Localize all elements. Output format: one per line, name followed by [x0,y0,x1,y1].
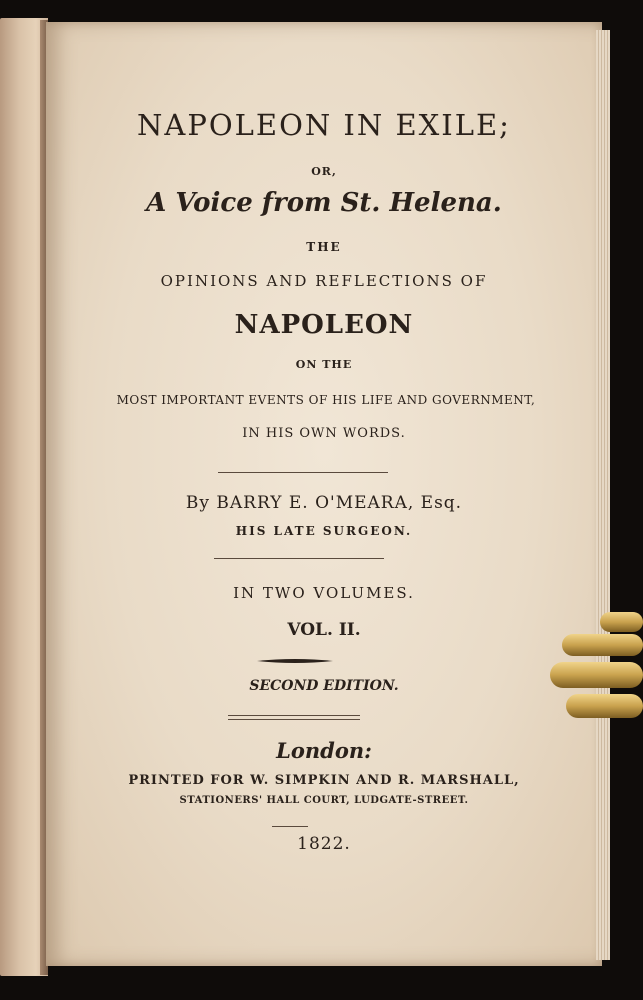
divider-rule [218,472,388,473]
divider-rule [214,558,384,559]
address-text: STATIONERS' HALL COURT, LUDGATE-STREET. [179,795,469,806]
printer-text: PRINTED FOR W. SIMPKIN AND R. MARSHALL, [128,773,520,788]
short-rule [272,826,308,827]
on-the-text: ON THE [295,358,353,371]
book-subtitle: A Voice from St. Helena. [146,188,502,218]
double-rule-top [228,715,360,716]
events-text: MOST IMPORTANT EVENTS OF HIS LIFE AND GOVERNMENT, [116,393,536,407]
volumes-text: IN TWO VOLUMES. [233,584,415,602]
place-of-publication: London: [276,738,372,763]
double-rule-bottom [228,719,360,720]
author-role: HIS LATE SURGEON. [235,524,413,538]
book-title: NAPOLEON IN EXILE; [137,108,511,142]
edition-text: SECOND EDITION. [249,678,399,694]
ornament-divider-icon [255,656,335,666]
own-words-text: IN HIS OWN WORDS. [242,426,406,441]
volume-number: VOL. II. [287,620,361,640]
napoleon-heading: NAPOLEON [234,310,414,340]
brass-clip-icon [548,604,643,729]
publication-year: 1822. [297,834,351,854]
opinions-text: OPINIONS AND REFLECTIONS OF [160,272,488,290]
author-line: By BARRY E. O'MEARA, Esq. [185,493,463,513]
the-text: THE [306,240,342,254]
or-text: OR, [311,165,337,178]
